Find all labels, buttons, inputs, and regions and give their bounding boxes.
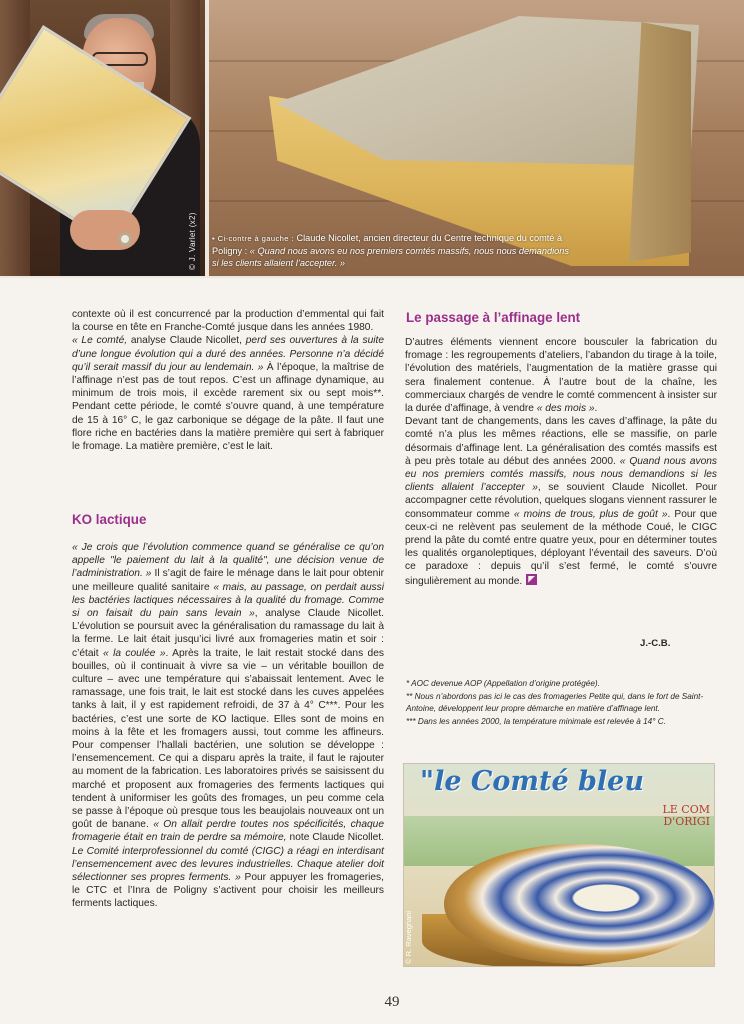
quote: « Je crois que l’évolution commence quand se généralise ce qu’on appelle "le paiement du lait à la qualité", une décision venue de l’administration. » — [72, 542, 384, 580]
left-column-intro — [72, 308, 384, 453]
paragraph — [72, 334, 384, 453]
quote: « moins de trous, plus de goût » — [513, 508, 668, 520]
poster-subtitle — [662, 804, 710, 828]
caption-text: Claude Nicollet, ancien directeur du Centre technique du comté à Poligny : — [212, 233, 563, 256]
footnote: *** Dans les années 2000, la température minimale est relevée à 14° C. — [406, 716, 666, 726]
right-column — [405, 336, 717, 588]
quote: « mais, au passage, on perdait aussi les bactéries lactiques nécessaires à la qualité du fromage. Comme si on faisait du pain sans levain » — [72, 581, 384, 620]
left-column-ko — [72, 541, 384, 911]
paragraph: contexte où il est concurrencé par la production d’emmental qui fait la course en tête en Franche-Comté jusque dans les années 1980. — [72, 309, 384, 334]
comte-poster-photo — [403, 763, 715, 967]
paragraph — [405, 415, 717, 588]
photo-band — [0, 0, 744, 278]
text: Devant tant de changements, dans les caves d’affinage, la pâte du comté n’a plus les mêmes réactions, elle se massifie, on parle désormais d’affinage lent. La généralisation des comtés massifs est à peu près totale au début des années 2000. — [405, 416, 717, 467]
portrait-photo — [0, 0, 205, 276]
section-heading-ko-lactique: KO lactique — [72, 512, 147, 527]
poster-title: "le Comté bleu — [420, 766, 644, 797]
text: . — [594, 403, 598, 415]
paragraph — [405, 336, 717, 415]
text: note Claude Nicollet. — [286, 832, 384, 844]
photo-caption — [212, 232, 572, 269]
quote: « Le comté, — [72, 335, 128, 347]
text: Il s’agit de faire le ménage dans le lait pour obtenir une meilleure qualité sanitaire — [72, 568, 384, 593]
photo-credit-poster: © R. Ravegnani — [404, 910, 413, 964]
quote: « On allait perdre toutes nos spécificités, chaque fromagerie était en train de perdre sa mémoire, — [72, 819, 384, 844]
text: . Après la traite, le lait restait stocké dans des bouilles, où il continuait à vivre sa vie – un véritable bouillon de culture – avec une température qui s’abaissait lentement. Avec le ramassage, une fois trait, le lait est stocké dans les cuves appelées tanks à lait, il y est rapidement refroidi, de 37 à 4° C***. Pour les bactéries, c’est une sorte de KO lactique. Elles sont de moins en moins à la fête et les fromagers aussi, tout comme les affineurs. Pour compenser l’hallali bactérien, une solution se développe : l’ensemencement. Ce qui a disparu après la traite, il faut le rajouter au moment de la fabrication. Les laboratoires privés se saisissent du marché et proposent aux fromageries des ferments lactiques qui tendent à uniformiser les goûts des fromages, un peu comme cela se passe à l’époque où presque tous les beaujolais nouveaux ont un goût de banane. — [72, 647, 384, 831]
watch — [118, 232, 132, 246]
caption-quote: « Quand nous avons eu nos premiers comtés massifs, nous nous demandions si les clients allaient l’accepter. » — [212, 246, 569, 268]
quote: perd ses ouvertures à la suite d’une longue évolution qui a duré des années. Personne n’a décidé qu’il serait massif du jour au lendemain. » — [72, 335, 384, 373]
author-signature: J.-C.B. — [640, 638, 671, 649]
cheese-wheel — [444, 844, 714, 964]
text: D’autres éléments viennent encore bousculer la fabrication du fromage : les regroupements d’ateliers, l’abandon du tirage à la toile, l’évolution des matériels, l’augmentation de la matière grasse qui sera finalement contenue. À l’autre bout de la chaîne, les commerciaux chargés de vendre le comté commencent à insister sur la durée d’affinage, à vendre — [405, 337, 717, 415]
paragraph — [72, 541, 384, 911]
quote: « des mois » — [536, 403, 595, 415]
footnote: ** Nous n’abordons pas ici le cas des fromageries Petite qui, dans le fort de Saint-Antoine, développent leur propre démarche en matière d’affinage lent. — [406, 691, 704, 714]
text: , analyse Claude Nicollet. L’évolution se poursuit avec la généralisation du ramassage du lait à la ferme. Le lait était jusqu’ici livré aux fromageries matin et soir : c’était — [72, 608, 385, 659]
page-number: 49 — [384, 994, 400, 1010]
photo-credit-left: © J. Varlet (x2) — [188, 212, 197, 270]
text: À l’époque, la maîtrise de l’affinage n’est pas de tout repos. C’est un affinage dynamique, au minimum de trois mois, il excède rarement six ou sept mois**. Pendant cette période, le comté s’ouvre quand, à une température de 15 à 16° C, le gaz carbonique se dégage de la pâte. Il faut une flore riche en bactéries dans la matière première qui sert à fabriquer le fromage. La matière première, c’est le lait. — [72, 361, 384, 453]
end-of-article-icon — [526, 574, 537, 585]
poster-subtitle-line: LE COM — [662, 803, 710, 816]
section-heading-affinage: Le passage à l’affinage lent — [406, 310, 581, 325]
quote: « Quand nous avons eu nos premiers comtés massifs, nous nous demandions si les clients allaient l’accepter » — [405, 455, 718, 494]
text: Pour appuyer les fromageries, le CTC et l’Inra de Poligny s’activent pour choisir les meilleurs ferments lactiques. — [72, 872, 384, 910]
text: . Pour que ceux-ci ne relèvent pas seulement de la méthode Coué, le CIGC prend la pâte du comté entre quatre yeux, pour en déterminer toutes les qualités organoleptiques, déployant l’éventail des saveurs. D’où ce paradoxe : depuis qu’il s’est fermé, le comté s’ouvre singulièrement au monde. — [405, 508, 717, 587]
quote: « la coulée » — [103, 647, 166, 659]
text: analyse Claude Nicollet, — [127, 335, 246, 347]
footnotes — [406, 678, 722, 728]
quote: Le Comité interprofessionnel du comté (CIGC) a réagi en interdisant l’ensemencement avec des levures industrielles. Chaque atelier doit sélectionner ses propres ferments. » — [72, 845, 384, 884]
caption-lead: • Ci-contre à gauche : — [212, 234, 294, 243]
footnote: * AOC devenue AOP (Appellation d’origine protégée). — [406, 679, 600, 688]
poster-subtitle-line: D'ORIGI — [663, 815, 710, 828]
text: , se souvient Claude Nicollet. Pour accompagner cette révolution, quelques slogans viennent rassurer le consommateur comme — [405, 482, 717, 520]
